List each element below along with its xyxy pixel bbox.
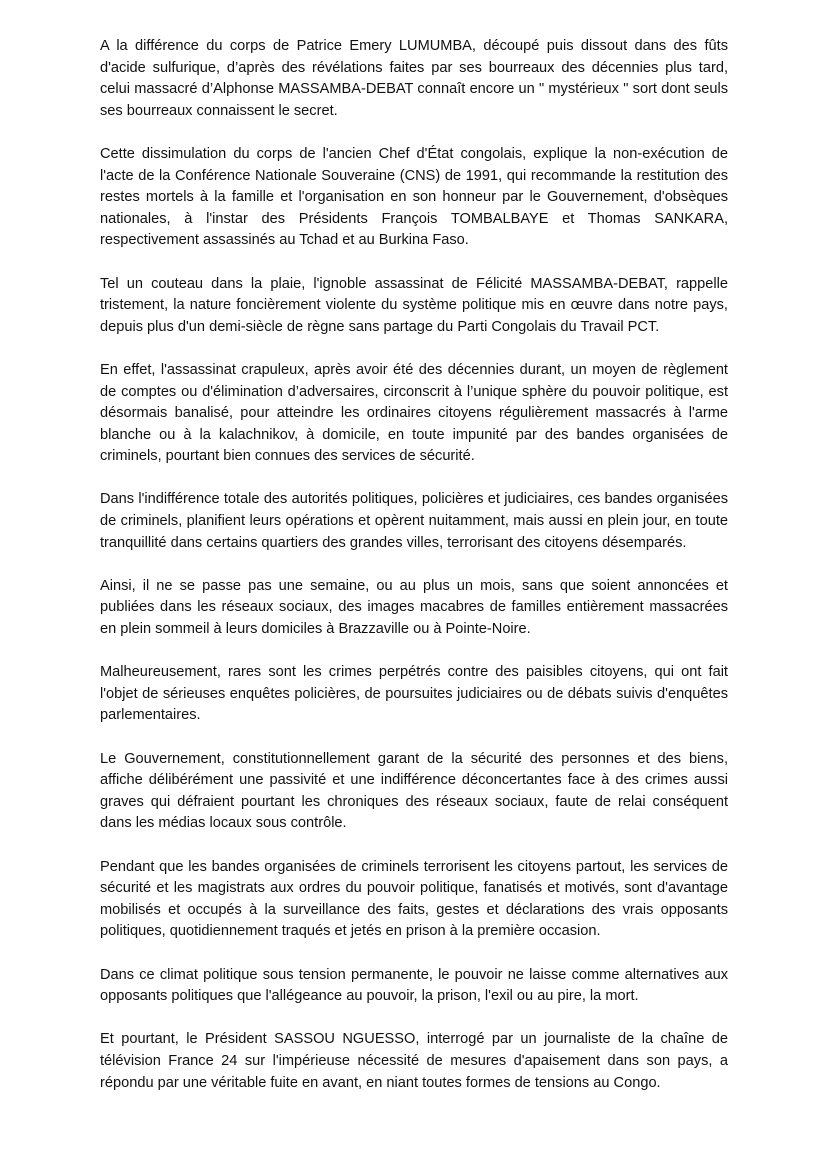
paragraph-1: A la différence du corps de Patrice Emery LUMUMBA, découpé puis dissout dans des fûts d'acide sulfurique, d’après des révélations faites par ses bourreaux des décennies plus tard, celui massacré d’Alphonse MASSAMBA-DEBAT connaît encore un " mystérieux " sort dont seuls ses bourreaux connaissent le secret.	[100, 38, 728, 119]
paragraph-8: Le Gouvernement, constitutionnellement garant de la sécurité des personnes et des biens, affiche délibérément une passivité et une indifférence déconcertantes face à des crimes aussi graves qui défraient pourtant les chroniques des réseaux sociaux, faute de relai conséquent dans les médias locaux sous contrôle.	[100, 750, 728, 832]
paragraph-4: En effet, l'assassinat crapuleux, après avoir été des décennies durant, un moyen de règlement de comptes ou d'élimination d’adversaires, circonscrit à l’unique sphère du pouvoir politique, est désormais banalisé, pour atteindre les ordinaires citoyens régulièrement massacrés à l'arme blanche ou à la kalachnikov, à domicile, en toute impunité par des bandes organisées de criminels, pourtant bien connues des services de sécurité.	[100, 361, 728, 465]
paragraph-10: Dans ce climat politique sous tension permanente, le pouvoir ne laisse comme alternatives aux opposants politiques que l'allégeance au pouvoir, la prison, l'exil ou au pire, la mort.	[100, 966, 728, 1005]
paragraph-7: Malheureusement, rares sont les crimes perpétrés contre des paisibles citoyens, qui ont fait l'objet de sérieuses enquêtes policières, de poursuites judiciaires ou de débats suivis d'enquêtes parlementaires.	[100, 664, 728, 724]
paragraph-6: Ainsi, il ne se passe pas une semaine, ou au plus un mois, sans que soient annoncées et publiées dans les réseaux sociaux, des images macabres de familles entièrement massacrées en plein sommeil à leurs domiciles à Brazzaville ou à Pointe-Noire.	[100, 577, 728, 638]
paragraph-9: Pendant que les bandes organisées de criminels terrorisent les citoyens partout, les services de sécurité et les magistrats aux ordres du pouvoir politique, fanatisés et motivés, sont d'avantage mobilisés et occupés à la surveillance des faits, gestes et déclarations des vrais opposants politiques, quotidiennement traqués et jetés en prison à la première occasion.	[100, 858, 728, 940]
paragraph-5: Dans l'indifférence totale des autorités politiques, policières et judiciaires, ces bandes organisées de criminels, planifient leurs opérations et opèrent nuitamment, mais aussi en plein jour, en toute tranquillité dans certains quartiers des grandes villes, terrorisant des citoyens désemparés.	[100, 491, 728, 551]
paragraph-2: Cette dissimulation du corps de l'ancien Chef d'État congolais, explique la non-exécution de l'acte de la Conférence Nationale Souveraine (CNS) de 1991, qui recommande la restitution des restes mortels à la famille et l'organisation en son honneur par le Gouvernement, d'obsèques nationales, à l'instar des Présidents François TOMBALBAYE et Thomas SANKARA, respectivement assassinés au Tchad et au Burkina Faso.	[100, 145, 728, 249]
document-page	[100, 36, 728, 1116]
paragraph-11: Et pourtant, le Président SASSOU NGUESSO, interrogé par un journaliste de la chaîne de télévision France 24 sur l'impérieuse nécessité de mesures d'apaisement dans son pays, a répondu par une véritable fuite en avant, en niant toutes formes de tensions au Congo.	[100, 1031, 728, 1091]
paragraph-3: Tel un couteau dans la plaie, l'ignoble assassinat de Félicité MASSAMBA-DEBAT, rappelle tristement, la nature foncièrement violente du système politique mis en œuvre dans notre pays, depuis plus d'un demi-siècle de règne sans partage du Parti Congolais du Travail PCT.	[100, 275, 728, 335]
